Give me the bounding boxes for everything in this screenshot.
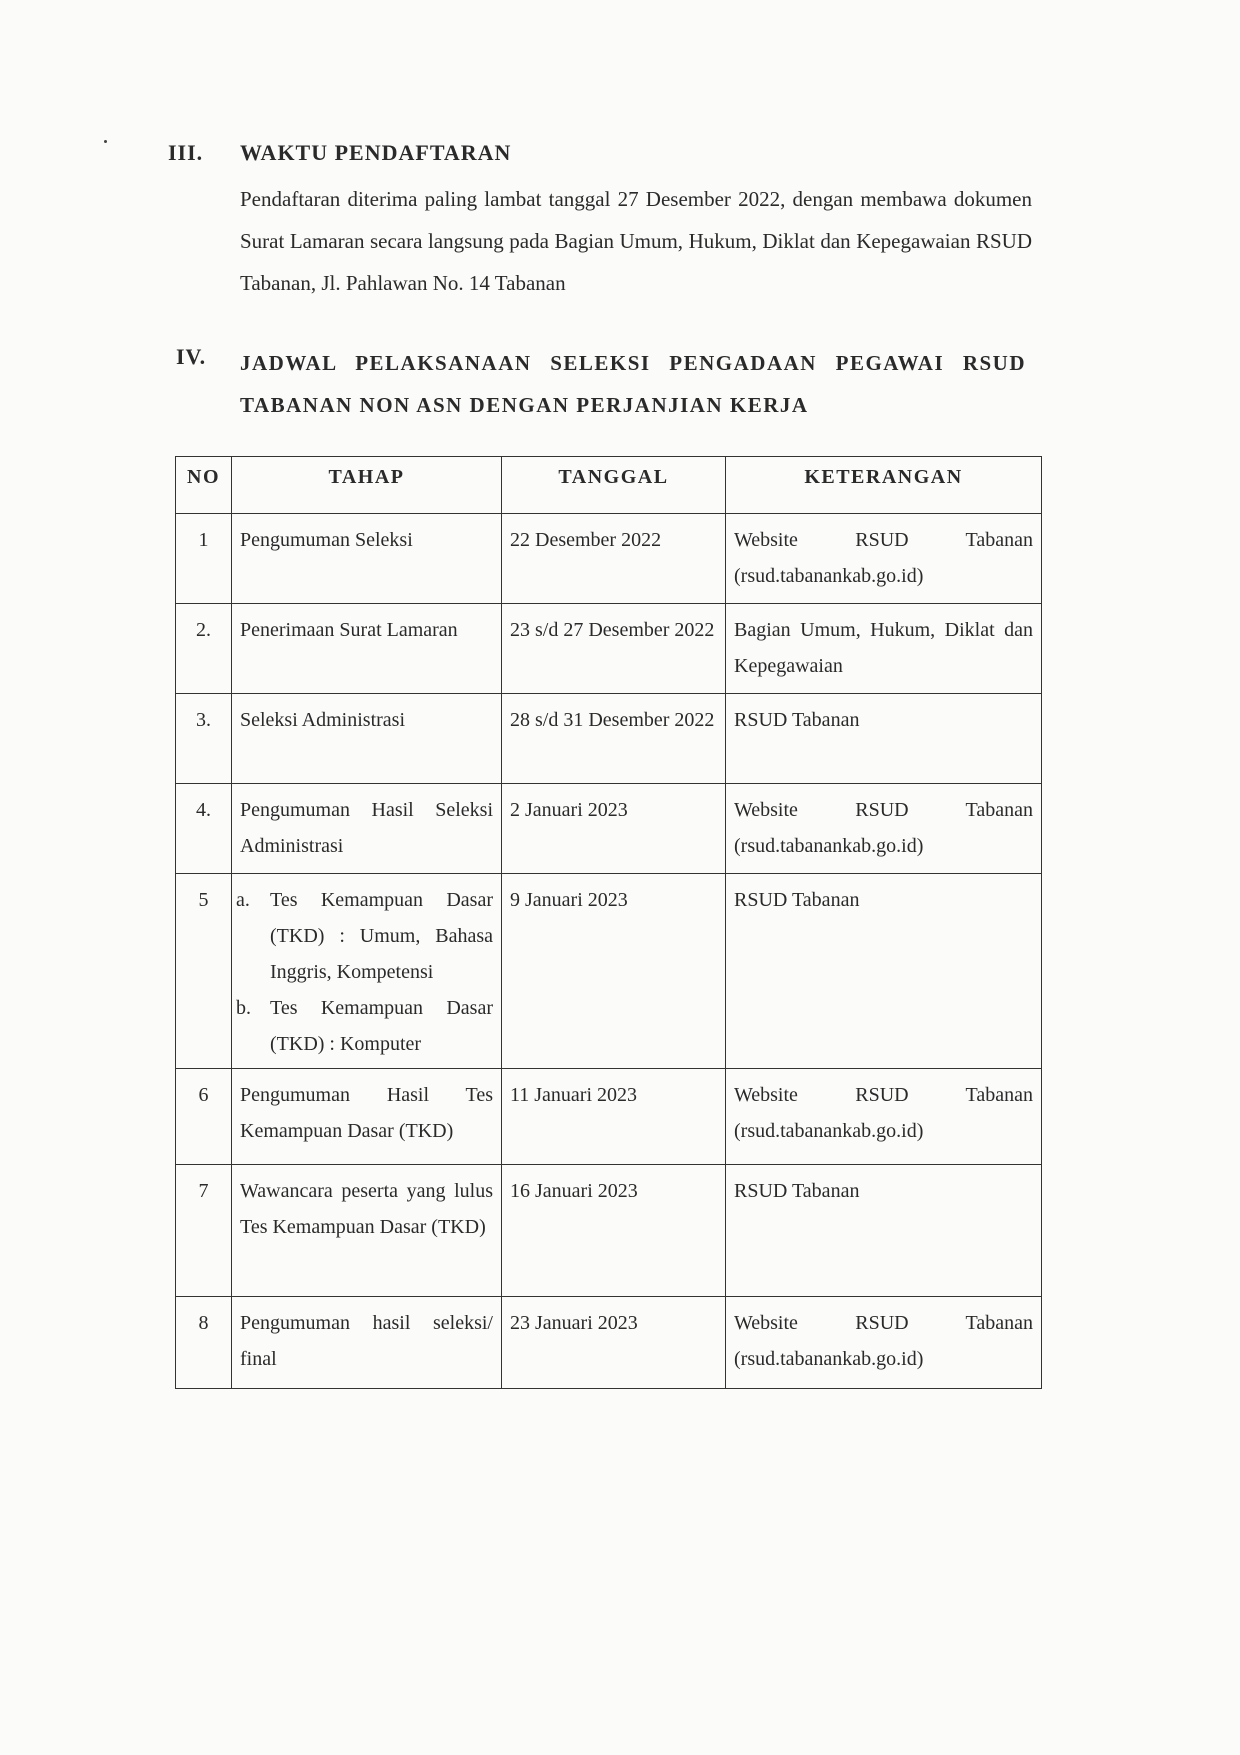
section-3-paragraph: Pendaftaran diterima paling lambat tanggal 27 Desember 2022, dengan membawa dokumen Surat Lamaran secara langsung pada Bagian Umum, Hukum, Diklat dan Kepegawaian RSUD Tabanan, Jl. Pahlawan No. 14 Tabanan [240,187,1032,295]
table-row [176,1165,1042,1297]
table-row [176,1297,1042,1389]
sub-item-text: Tes Kemampuan Dasar (TKD) : Komputer [270,997,493,1055]
section-3-number: III. [168,140,204,165]
row-keterangan: RSUD Tabanan [726,1165,1042,1297]
row-tanggal: 11 Januari 2023 [502,1069,726,1165]
row-no: 3. [176,694,232,784]
section-3-title: WAKTU PENDAFTARAN [240,140,512,165]
row-tahap: Pengumuman Hasil Seleksi Administrasi [232,784,502,874]
table-row [176,874,1042,1069]
table-row [176,604,1042,694]
row-keterangan: Bagian Umum, Hukum, Diklat dan Kepegawaian [726,604,1042,694]
sub-item-marker: b. [236,997,251,1019]
scan-speck [104,140,107,143]
table-row [176,514,1042,604]
row-tahap-list [232,874,502,1069]
table-row [176,1069,1042,1165]
row-no: 8 [176,1297,232,1389]
table-row [176,694,1042,784]
row-tanggal: 16 Januari 2023 [502,1165,726,1297]
row-tanggal: 23 s/d 27 Desember 2022 [502,604,726,694]
row-no: 1 [176,514,232,604]
section-4-title: JADWAL PELAKSANAAN SELEKSI PENGADAAN PEGAWAI RSUD TABANAN NON ASN DENGAN PERJANJIAN KERJA [240,351,1026,417]
header-keterangan: KETERANGAN [726,457,1042,514]
row-tahap: Penerimaan Surat Lamaran [232,604,502,694]
schedule-table [175,456,1042,1389]
header-tanggal: TANGGAL [502,457,726,514]
row-keterangan: RSUD Tabanan [726,694,1042,784]
row-keterangan: Website RSUD Tabanan (rsud.tabanankab.go.id) [726,1069,1042,1165]
tahap-sub-item-b [236,990,493,1062]
tahap-sub-item-a [236,882,493,990]
row-keterangan: RSUD Tabanan [726,874,1042,1069]
row-tahap: Wawancara peserta yang lulus Tes Kemampuan Dasar (TKD) [232,1165,502,1297]
row-no: 4. [176,784,232,874]
row-no: 6 [176,1069,232,1165]
header-tahap: TAHAP [232,457,502,514]
row-keterangan: Website RSUD Tabanan (rsud.tabanankab.go.id) [726,784,1042,874]
table-row [176,784,1042,874]
header-no: NO [176,457,232,514]
sub-item-marker: a. [236,889,250,911]
row-tahap: Seleksi Administrasi [232,694,502,784]
row-tahap: Pengumuman hasil seleksi/ final [232,1297,502,1389]
table-header-row [176,457,1042,514]
row-keterangan: Website RSUD Tabanan (rsud.tabanankab.go.id) [726,514,1042,604]
row-no: 5 [176,874,232,1069]
section-4-number: IV. [176,344,207,369]
row-tanggal: 9 Januari 2023 [502,874,726,1069]
sub-item-text: Tes Kemampuan Dasar (TKD) : Umum, Bahasa Inggris, Kompetensi [270,889,493,983]
row-tanggal: 28 s/d 31 Desember 2022 [502,694,726,784]
row-no: 2. [176,604,232,694]
row-tahap: Pengumuman Seleksi [232,514,502,604]
row-tanggal: 23 Januari 2023 [502,1297,726,1389]
row-keterangan: Website RSUD Tabanan (rsud.tabanankab.go.id) [726,1297,1042,1389]
row-tanggal: 22 Desember 2022 [502,514,726,604]
row-tanggal: 2 Januari 2023 [502,784,726,874]
row-tahap: Pengumuman Hasil Tes Kemampuan Dasar (TKD) [232,1069,502,1165]
row-no: 7 [176,1165,232,1297]
